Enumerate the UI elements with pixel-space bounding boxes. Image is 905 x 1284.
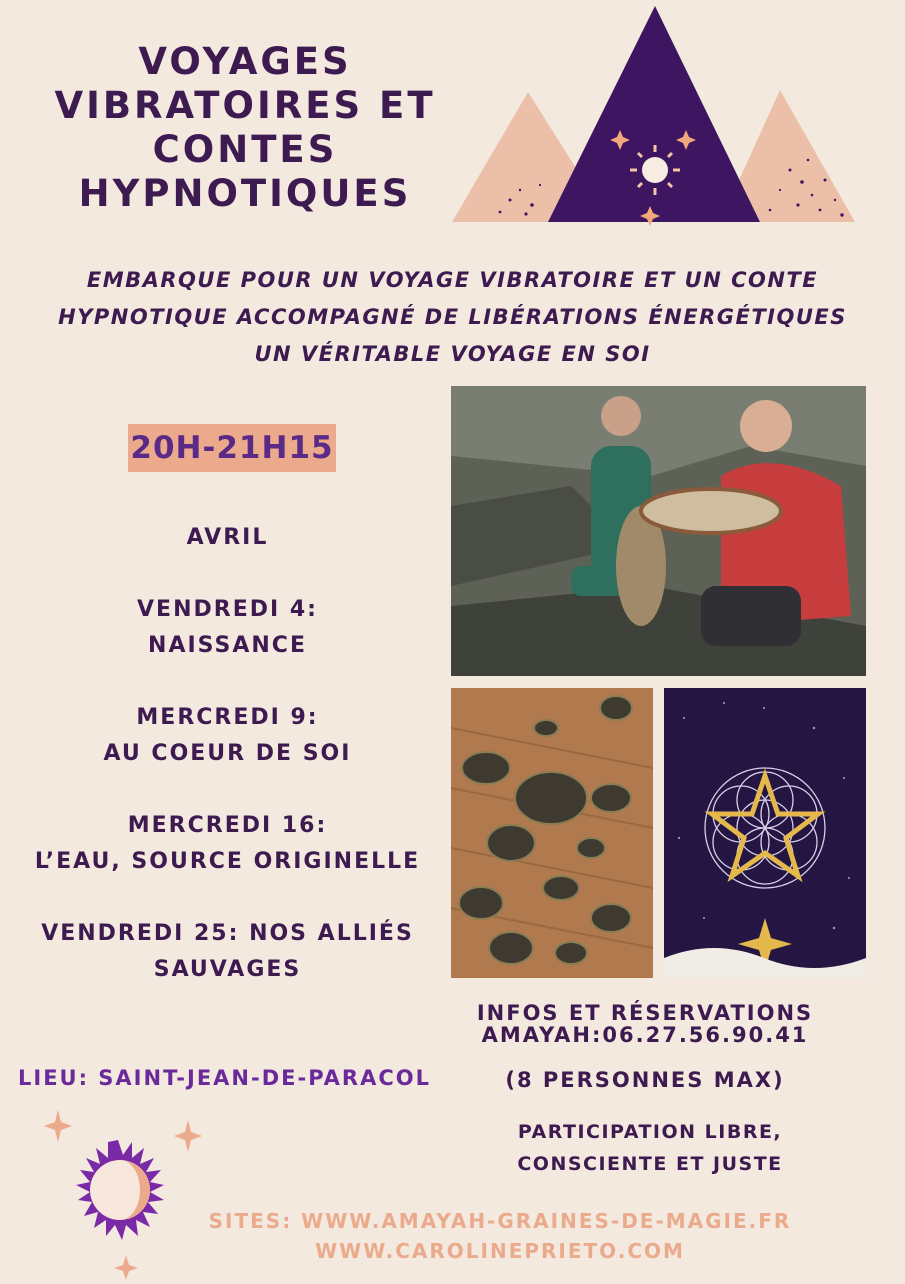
photo-musicians (451, 386, 866, 676)
reservation-label: INFOS ET RÉSERVATIONS (476, 1001, 814, 1025)
subtitle (20, 262, 885, 373)
participation-line: CONSCIENTE ET JUSTE (517, 1153, 783, 1175)
schedule-date: MERCREDI 9: (136, 705, 319, 730)
participation (470, 1116, 830, 1180)
participation-line: PARTICIPATION LIBRE, (517, 1121, 783, 1143)
capacity: (8 PERSONNES MAX) (505, 1068, 785, 1092)
schedule-month: AVRIL (186, 525, 269, 550)
time-badge: 20H-21H15 (128, 424, 336, 472)
photo-sacred-geometry (664, 688, 866, 978)
website-link[interactable]: WWW.CAROLINEPRIETO.COM (315, 1239, 685, 1263)
mountains-icon (450, 0, 860, 235)
schedule-entry (20, 700, 435, 772)
reservation-phone: AMAYAH:06.27.56.90.41 (481, 1023, 809, 1047)
schedule-date: VENDREDI 25: NOS ALLIÉS (41, 921, 414, 946)
website-link[interactable]: SITES: WWW.AMAYAH-GRAINES-DE-MAGIE.FR (208, 1209, 792, 1233)
title-line: VOYAGES (138, 40, 352, 83)
reservation-info (455, 1002, 835, 1046)
page-title (40, 40, 450, 216)
subtitle-line: EMBARQUE POUR UN VOYAGE VIBRATOIRE ET UN CONTE (86, 268, 819, 292)
schedule (20, 520, 435, 1024)
schedule-theme: SAUVAGES (153, 957, 302, 982)
subtitle-line: UN VÉRITABLE VOYAGE EN SOI (254, 342, 651, 366)
title-line: VIBRATOIRES ET (54, 84, 436, 127)
schedule-date: MERCREDI 16: (127, 813, 328, 838)
schedule-date: VENDREDI 4: (137, 597, 318, 622)
schedule-entry (20, 592, 435, 664)
title-line: HYPNOTIQUES (78, 172, 412, 215)
title-line: CONTES (152, 128, 338, 171)
websites (150, 1206, 850, 1266)
schedule-theme: AU COEUR DE SOI (103, 741, 352, 766)
schedule-entry (20, 808, 435, 880)
schedule-entry (20, 916, 435, 988)
location: LIEU: SAINT-JEAN-DE-PARACOL (18, 1066, 431, 1090)
schedule-theme: NAISSANCE (148, 633, 307, 658)
photo-singing-bowls (451, 688, 653, 978)
subtitle-line: HYPNOTIQUE ACCOMPAGNÉ DE LIBÉRATIONS ÉNERGÉTIQUES (58, 305, 847, 329)
schedule-theme: L’EAU, SOURCE ORIGINELLE (34, 849, 421, 874)
